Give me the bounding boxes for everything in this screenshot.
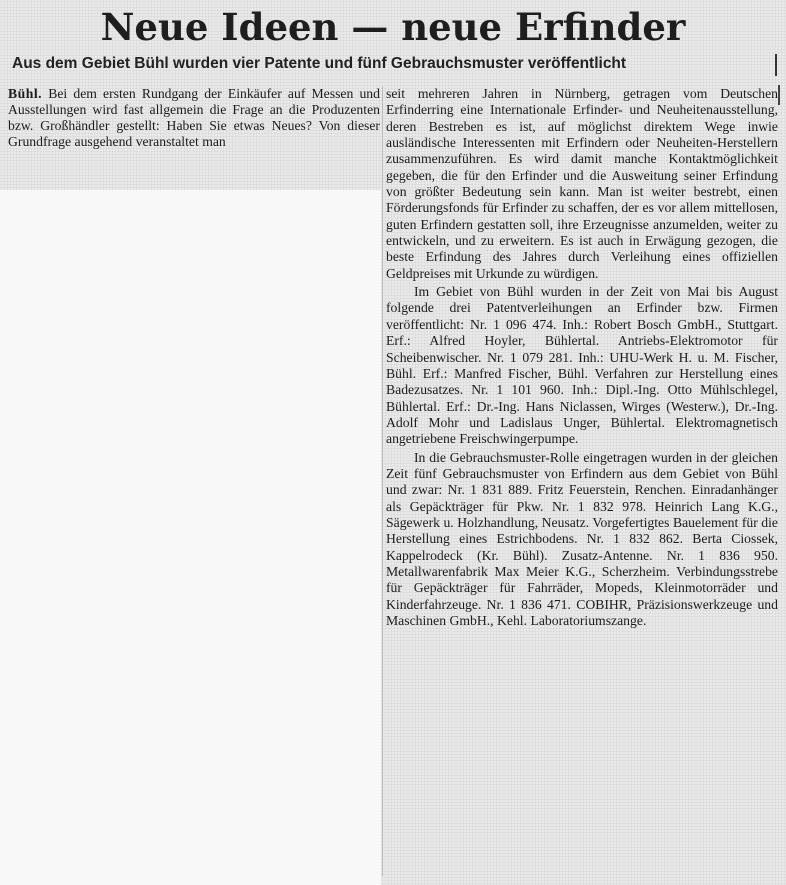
headline: Neue Ideen — neue Erfinder	[100, 5, 686, 49]
right-edge-rule	[778, 85, 780, 105]
paragraph-intro	[8, 86, 380, 150]
article-column-2	[386, 86, 778, 629]
paragraph-patents: Im Gebiet von Bühl wurden in der Zeit von Mai bis August folgende drei Patentverleihungen an Erfinder bzw. Firmen veröffentlicht: Nr. 1 096 474. Inh.: Robert Bosch GmbH., Stuttgart. Erf.: Alfred Hoyler, Bühlertal. Antriebs-Elektromotor für Scheibenwischer. Nr. 1 079 281. Inh.: UHU-Werk H. u. M. Fischer, Bühl. Erf.: Manfred Fischer, Bühl. Verfahren zur Herstellung eines Badezusatzes. Nr. 1 101 960. Inh.: Dipl.-Ing. Otto Mühlschlegel, Bühlertal. Erf.: Dr.-Ing. Hans Niclassen, Wirges (Westerw.), Dr.-Ing. Adolf Mohr und Ladislaus Unger, Bühlertal. Elektromagnetisch angetriebene Freischwingerpumpe.	[386, 284, 778, 447]
column-rule-top	[775, 54, 777, 76]
paragraph-utility-models: In die Gebrauchsmuster-Rolle eingetragen wurden in der gleichen Zeit fünf Gebrauchsmuster von Erfindern aus dem Gebiet von Bühl und zwar: Nr. 1 831 889. Fritz Feuerstein, Renchen. Einradanhänger als Gepäckträger für Pkw. Nr. 1 832 978. Heinrich Lang K.G., Sägewerk u. Holzhandlung, Neusatz. Vorgefertigtes Bauelement für die Herstellung eines Estrichbodens. Nr. 1 832 862. Berta Ciossek, Kappelrodeck (Kr. Bühl). Zusatz-Antenne. Nr. 1 836 950. Metallwarenfabrik Max Meier K.G., Scherzheim. Verbindungsstrebe für Gepäckträger für Fahrräder, Mopeds, Kleinmotorräder und Kinderfahrzeuge. Nr. 1 836 471. COBIHR, Präzisionswerkzeuge und Maschinen GmbH., Kehl. Laboratoriumszange.	[386, 449, 778, 628]
blank-area	[0, 190, 381, 885]
dateline: Bühl.	[8, 86, 43, 101]
subheadline: Aus dem Gebiet Bühl wurden vier Patente und fünf Gebrauchsmuster veröffentlicht	[12, 55, 627, 72]
column-divider	[382, 86, 383, 876]
intro-text: Bei dem ersten Rundgang der Einkäufer auf Messen und Ausstellungen wird fast allgemein die Frage an die Produzenten bzw. Großhändler gestellt: Haben Sie etwas Neues? Von dieser Grundfrage ausgehend veranstaltet man	[8, 86, 380, 150]
article-column-1	[8, 86, 380, 150]
paragraph-exhibition: seit mehreren Jahren in Nürnberg, getragen vom Deutschen Erfinderring eine Internationale Erfinder- und Neuheitenausstellung, deren Bestreben es ist, auf möglichst direktem Wege inwie ausländische Interessenten mit Erfindern oder Neuheiten-Herstellern zusammenzuführen. Es wird damit manche Kontaktmöglichkeit gegeben, die für den Erfinder und die Ausweitung seiner Erfindung von größter Bedeutung sein kann. Man ist weiter bestrebt, einen Förderungsfonds für Erfinder zu schaffen, der es vor allem mittellosen, guten Erfindern gestatten soll, ihre Erzeugnisse anzumelden, weiter zu entwickeln, und zu erweitern. Es ist auch in Erwägung gezogen, die beste Erfindung des Jahres durch Verleihung eines offiziellen Geldpreises mit Urkunde zu würdigen.	[386, 86, 778, 281]
